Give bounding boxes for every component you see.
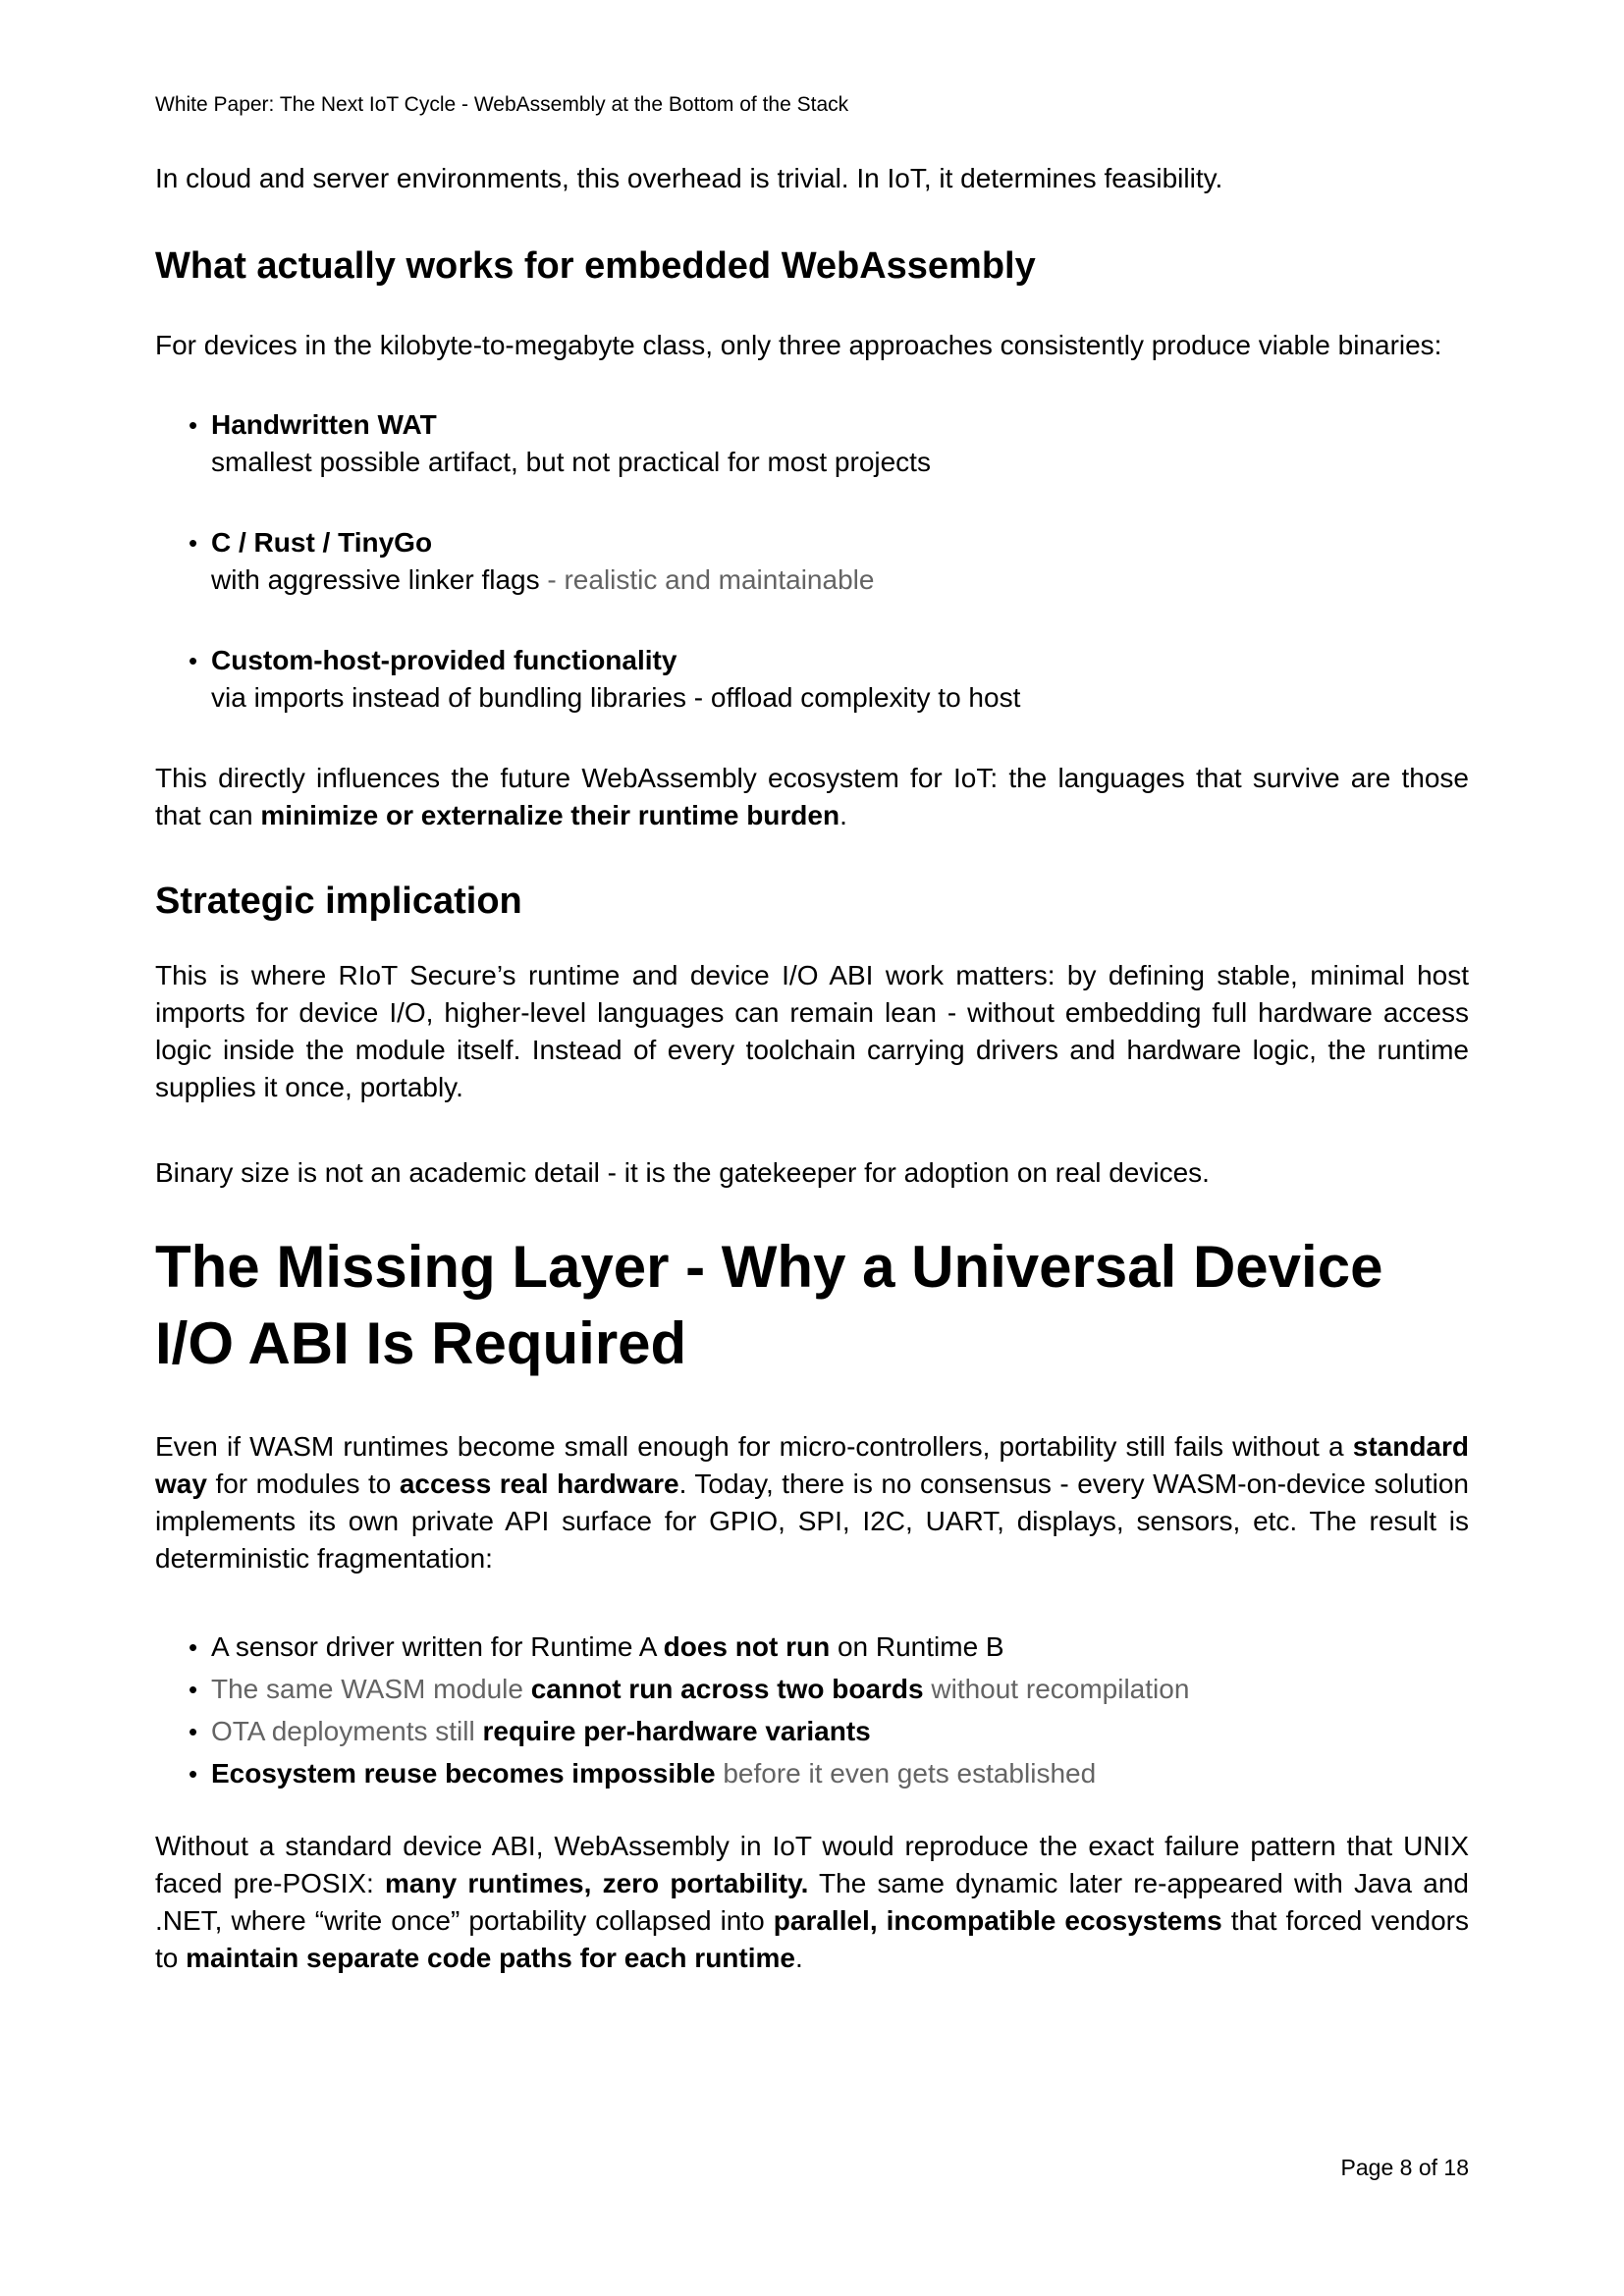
intro-paragraph	[155, 160, 1469, 197]
running-header: White Paper: The Next IoT Cycle - WebAssembly at the Bottom of the Stack	[155, 93, 849, 116]
list-item-custom-host-functionality	[155, 642, 1469, 717]
list-item-c-rust-tinygo	[155, 524, 1469, 599]
list-item-ota-deployments	[155, 1713, 1469, 1750]
text-segment: with aggressive linker flags	[211, 564, 548, 595]
text-segment: Binary size is not an academic detail - it is the gatekeeper for adoption on real devices.	[155, 1157, 1210, 1188]
text-segment: many runtimes, zero portability.	[385, 1868, 809, 1898]
missing-layer-intro-paragraph	[155, 1428, 1469, 1577]
list-item-handwritten-wat	[155, 406, 1469, 481]
text-segment: Even if WASM runtimes become small enough for micro-controllers, portability still fails without a	[155, 1431, 1353, 1462]
heading-strategic-implication: Strategic implication	[155, 881, 522, 922]
fragmentation-list	[155, 1629, 1469, 1792]
text-segment: standard way	[155, 1431, 1469, 1499]
text-segment: The same WASM module	[211, 1674, 531, 1704]
text-segment: A sensor driver written for Runtime A	[211, 1631, 664, 1662]
heading-what-actually-works: What actually works for embedded WebAssembly	[155, 245, 1036, 287]
bullet-title: • Handwritten WAT	[211, 409, 437, 440]
text-segment: without recompilation	[923, 1674, 1190, 1704]
text-segment: Without a standard device ABI, WebAssembly in IoT would reproduce the exact failure pattern that UNIX faced pre-POSIX:	[155, 1831, 1469, 1898]
text-segment: on Runtime B	[830, 1631, 1004, 1662]
bullet-title: • C / Rust / TinyGo	[211, 527, 433, 558]
chapter-title-missing-layer: The Missing Layer - Why a Universal Device I/O ABI Is Required	[155, 1234, 1383, 1376]
posix-analogy-paragraph	[155, 1828, 1469, 1977]
bullet-description	[211, 679, 1469, 717]
section-conclusion-paragraph	[155, 760, 1469, 834]
bullet-title: • Custom-host-provided functionality	[211, 645, 677, 675]
text-segment: Ecosystem reuse becomes impossible	[211, 1758, 716, 1789]
approaches-list	[155, 406, 1469, 717]
text-segment: via imports instead of bundling libraries - offload complexity to host	[211, 682, 1021, 713]
text-segment: This is where RIoT Secure’s runtime and device I/O ABI work matters: by defining stable, minimal host imports for device I/O, higher-level languages can remain lean - without embedding full hardware access logic inside the module itself. Instead of every toolchain carrying drivers and hardware logic, the runtime supplies it once, portably.	[155, 960, 1469, 1102]
text-segment: does not run	[663, 1631, 831, 1662]
text-segment: This directly influences the future WebAssembly ecosystem for IoT: the languages that survive are those that can	[155, 763, 1469, 830]
text-segment: for modules to	[206, 1468, 400, 1499]
text-segment: In cloud and server environments, this overhead is trivial. In IoT, it determines feasibility.	[155, 163, 1223, 193]
list-item-sensor-driver	[155, 1629, 1469, 1666]
lead-paragraph	[155, 327, 1469, 364]
page-number: Page 8 of 18	[1340, 2155, 1469, 2180]
strategic-paragraph	[155, 957, 1469, 1106]
list-item-ecosystem-reuse	[155, 1755, 1469, 1792]
text-segment: that forced vendors to	[155, 1905, 1469, 1973]
text-segment: The same dynamic later re-appeared with Java and .NET, where “write once” portability collapsed into	[155, 1868, 1469, 1936]
bullet-description	[211, 561, 1469, 599]
text-segment: . Today, there is no consensus - every WASM-on-device solution implements its own private API surface for GPIO, SPI, I2C, UART, displays, sensors, etc. The result is deterministic fragmentation:	[155, 1468, 1469, 1574]
text-segment: parallel, incompatible ecosystems	[773, 1905, 1222, 1936]
text-segment: before it even gets established	[715, 1758, 1097, 1789]
text-segment: smallest possible artifact, but not practical for most projects	[211, 447, 931, 477]
text-segment: minimize or externalize their runtime burden	[260, 800, 840, 830]
bullet-description	[211, 444, 1469, 481]
binary-size-paragraph	[155, 1154, 1469, 1192]
text-segment: For devices in the kilobyte-to-megabyte class, only three approaches consistently produce viable binaries:	[155, 330, 1442, 360]
text-segment: .	[839, 800, 847, 830]
text-segment: maintain separate code paths for each runtime	[186, 1943, 795, 1973]
text-segment: cannot run across two boards	[530, 1674, 924, 1704]
text-segment: require per-hardware variants	[482, 1716, 871, 1746]
text-segment: OTA deployments still	[211, 1716, 483, 1746]
text-segment: .	[794, 1943, 803, 1973]
list-item-wasm-module	[155, 1671, 1469, 1708]
text-segment: access real hardware	[399, 1468, 679, 1499]
text-segment: - realistic and maintainable	[547, 564, 875, 595]
